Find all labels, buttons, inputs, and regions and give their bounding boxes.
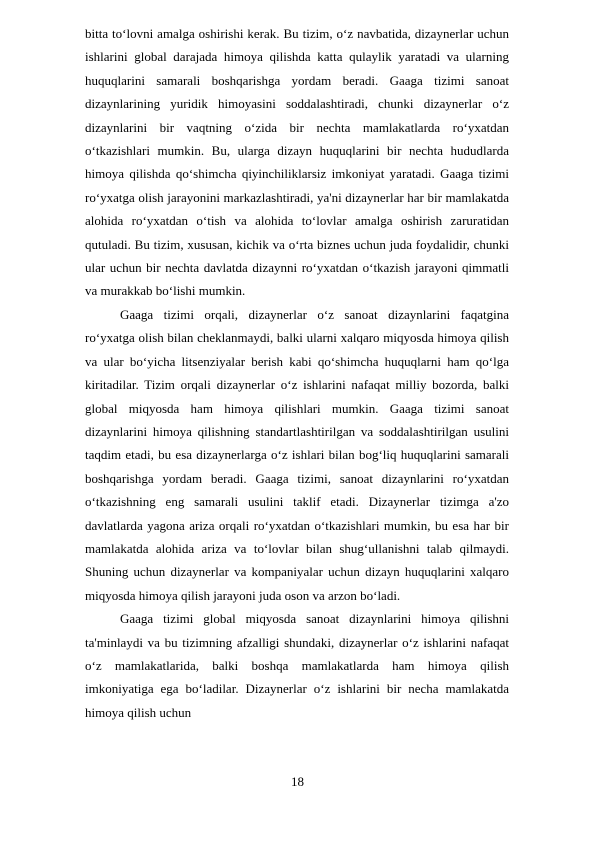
paragraph-2: Gaaga tizimi orqali, dizaynerlar o‘z sanoat dizaynlarini faqatgina ro‘yxatga olish bilan cheklanmaydi, balki ularni xalqaro miqyosda himoya qilish va ular bo‘yicha litsenziyalar berish kabi qo‘shimcha huquqlarni ham qo‘lga kiritadilar. Tizim orqali dizaynerlar o‘z ishlarini nafaqat milliy bozorda, balki global miqyosda ham himoya qilishlari mumkin. Gaaga tizimi sanoat dizaynlarini himoya qilishning standartlashtirilgan va soddalashtirilgan usulini taqdim etadi, bu esa dizaynerlarga o‘z ishlari bilan bog‘liq huquqlarini samarali boshqarishga yordam beradi. Gaaga tizimi, sanoat dizaynlarini ro‘yxatdan o‘tkazishning eng samarali usulini taklif etadi. Dizaynerlar tizimga a'zo davlatlarda yagona ariza orqali ro‘yxatdan o‘tkazishlari mumkin, bu esa har bir mamlakatda alohida ariza va to‘lovlar bilan shug‘ullanishni talab qilmaydi. Shuning uchun dizaynerlar va kompaniyalar uchun dizayn huquqlarini xalqaro miqyosda himoya qilish jarayoni juda oson va arzon bo‘ladi. <box>85 306 509 603</box>
paragraph-3: Gaaga tizimi global miqyosda sanoat dizaynlarini himoya qilishni ta'minlaydi va bu tizimning afzalligi shundaki, dizaynerlar o‘z ishlarini nafaqat o‘z mamlakatlarida, balki boshqa mamlakatlarda ham himoya qilish imkoniyatiga ega bo‘ladilar. Dizaynerlar o‘z ishlarini bir necha mamlakatda himoya qilish uchun <box>85 611 509 720</box>
document-page <box>85 22 509 724</box>
paragraph-1: bitta to‘lovni amalga oshirishi kerak. Bu tizim, o‘z navbatida, dizaynerlar uchun ishlarini global darajada himoya qilishda katta qulaylik yaratadi va ularning huquqlarini samarali boshqarishga yordam beradi. Gaaga tizimi sanoat dizaynlarining yuridik himoyasini soddalashtiradi, chunki dizaynerlar o‘z dizaynlarini bir vaqtning o‘zida bir nechta mamlakatlarda ro‘yxatdan o‘tkazishlari mumkin. Bu, ularga dizayn huquqlarini bir nechta hududlarda himoya qilishda qo‘shimcha qiyinchiliklarsiz imkoniyat yaratadi. Gaaga tizimi ro‘yxatga olish jarayonini markazlashtiradi, ya'ni dizaynerlar har bir mamlakatda alohida ro‘yxatdan o‘tish va alohida to‘lovlar amalga oshirish zaruratidan qutuladi. Bu tizim, xususan, kichik va o‘rta biznes uchun juda foydalidir, chunki ular uchun bir nechta davlatda dizaynni ro‘yxatdan o‘tkazish jarayoni qimmatli va murakkab bo‘lishi mumkin. <box>85 26 509 299</box>
page-number: 18 <box>291 774 304 789</box>
